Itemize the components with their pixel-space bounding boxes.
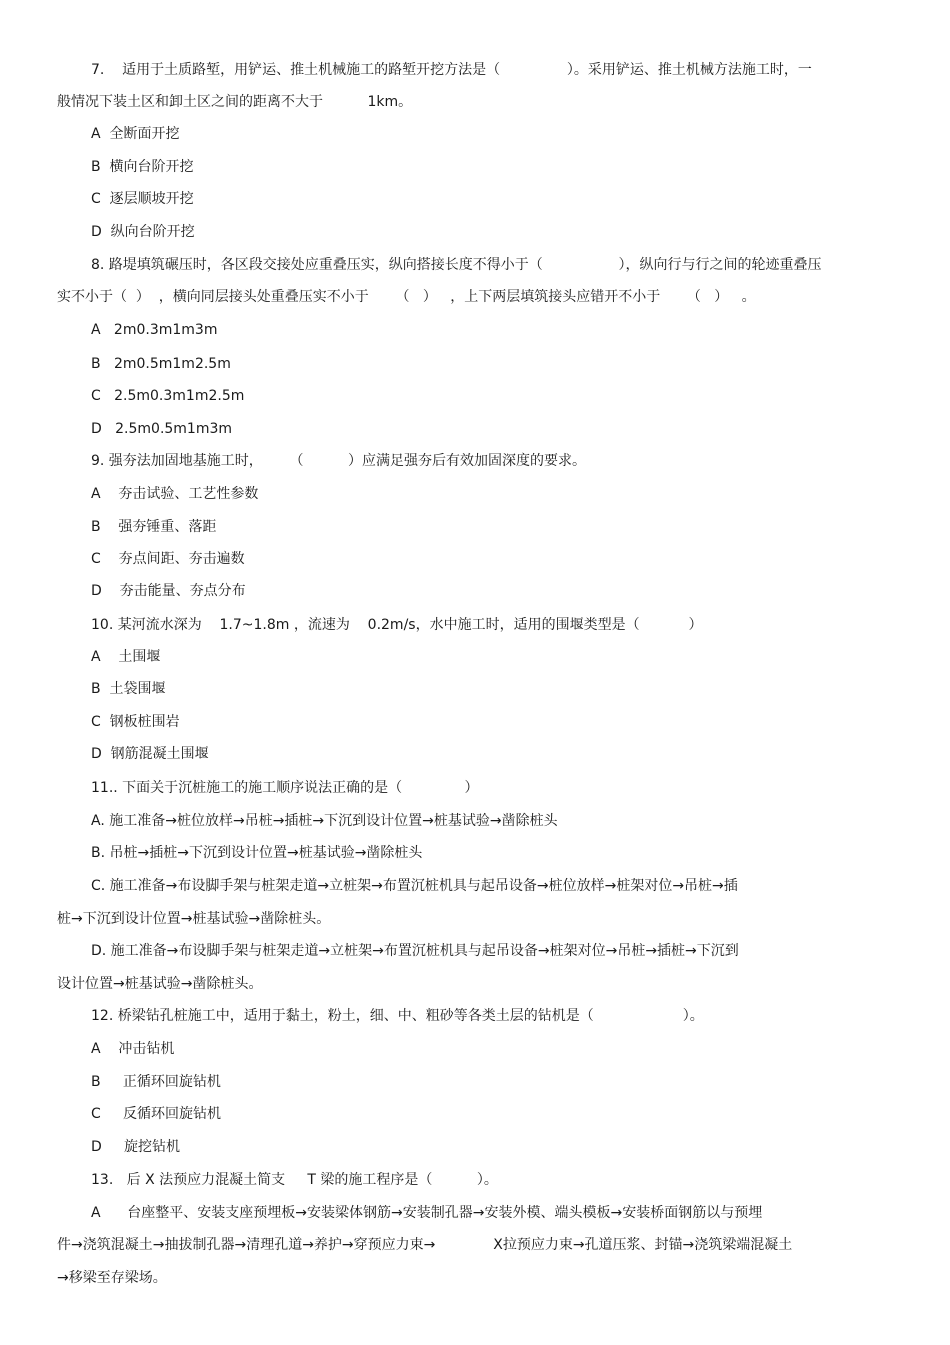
question-13-stem: 13. 后 X 法预应力混凝土简支 T 梁的施工程序是（ ）。 xyxy=(91,1172,498,1188)
question-8-option-c: C 2.5m0.3m1m2.5m xyxy=(91,388,245,404)
question-11-option-b: B. 吊桩→插桩→下沉到设计位置→桩基试验→凿除桩头 xyxy=(91,845,423,861)
question-8-option-b: B 2m0.5m1m2.5m xyxy=(91,356,231,372)
question-11-option-a: A. 施工准备→桩位放样→吊桩→插桩→下沉到设计位置→桩基试验→凿除桩头 xyxy=(91,813,558,829)
question-7-stem-line-2: 般情况下装土区和卸土区之间的距离不大于 1km。 xyxy=(57,94,413,110)
question-11-option-d-line-1: D. 施工准备→布设脚手架与桩架走道→立桩架→布置沉桩机具与起吊设备→桩架对位→吊桩→插桩→下沉到 xyxy=(91,943,739,959)
question-12-option-c: C 反循环回旋钻机 xyxy=(91,1106,222,1122)
question-11-option-d-line-2: 设计位置→桩基试验→凿除桩头。 xyxy=(57,976,263,992)
question-11-option-c-line-2: 桩→下沉到设计位置→桩基试验→凿除桩头。 xyxy=(57,911,331,927)
question-9-option-b: B 强夯锤重、落距 xyxy=(91,519,217,535)
question-8-stem-line-2: 实不小于（ ） ，横向同层接头处重叠压实不小于 （ ） ，上下两层填筑接头应错开不小于 （ ） 。 xyxy=(57,289,756,305)
question-9-option-a: A 夯击试验、工艺性参数 xyxy=(91,486,259,502)
question-11-option-c-line-1: C. 施工准备→布设脚手架与桩架走道→立桩架→布置沉桩机具与起吊设备→桩位放样→桩架对位→吊桩→插 xyxy=(91,878,738,894)
question-12-option-d: D 旋挖钻机 xyxy=(91,1139,181,1155)
question-8-stem-line-1: 8. 路堤填筑碾压时，各区段交接处应重叠压实，纵向搭接长度不得小于（ ），纵向行与行之间的轮迹重叠压 xyxy=(91,257,822,273)
question-13-option-a-line-1: A 台座整平、安装支座预埋板→安装梁体钢筋→安装制孔器→安装外模、端头模板→安装桥面钢筋以与预埋 xyxy=(91,1205,763,1221)
question-13-option-a-line-3: →移梁至存梁场。 xyxy=(57,1270,167,1286)
question-7-option-a: A 全断面开挖 xyxy=(91,126,180,142)
question-13-option-a-line-2: 件→浇筑混凝土→抽拔制孔器→清理孔道→养护→穿预应力束→ X拉预应力束→孔道压浆、封锚→浇筑梁端混凝土 xyxy=(57,1237,793,1253)
question-7-stem-line-1: 7. 适用于土质路堑，用铲运、推土机械施工的路堑开挖方法是（ ）。采用铲运、推土机械方法施工时，一 xyxy=(91,62,812,78)
question-11-stem: 11.. 下面关于沉桩施工的施工顺序说法正确的是（ ） xyxy=(91,780,479,796)
question-12-stem: 12. 桥梁钻孔桩施工中，适用于黏土，粉土，细、中、粗砂等各类土层的钻机是（ ）。 xyxy=(91,1008,704,1024)
question-10-option-b: B 土袋围堰 xyxy=(91,681,166,697)
question-9-option-c: C 夯点间距、夯击遍数 xyxy=(91,551,245,567)
question-9-option-d: D 夯击能量、夯点分布 xyxy=(91,583,246,599)
question-7-option-b: B 横向台阶开挖 xyxy=(91,159,194,175)
question-10-option-d: D 钢筋混凝土围堰 xyxy=(91,746,209,762)
question-12-option-a: A 冲击钻机 xyxy=(91,1041,175,1057)
question-7-option-d: D 纵向台阶开挖 xyxy=(91,224,195,240)
question-7-option-c: C 逐层顺坡开挖 xyxy=(91,191,194,207)
question-12-option-b: B 正循环回旋钻机 xyxy=(91,1074,221,1090)
question-10-option-c: C 钢板桩围岩 xyxy=(91,714,180,730)
question-10-stem: 10. 某河流水深为 1.7~1.8m ，流速为 0.2m/s，水中施工时，适用的围堰类型是（ ） xyxy=(91,617,703,633)
question-10-option-a: A 土围堰 xyxy=(91,649,161,665)
question-8-option-a: A 2m0.3m1m3m xyxy=(91,322,218,338)
question-8-option-d: D 2.5m0.5m1m3m xyxy=(91,421,233,437)
question-9-stem: 9. 强夯法加固地基施工时， （ ）应满足强夯后有效加固深度的要求。 xyxy=(91,453,587,469)
